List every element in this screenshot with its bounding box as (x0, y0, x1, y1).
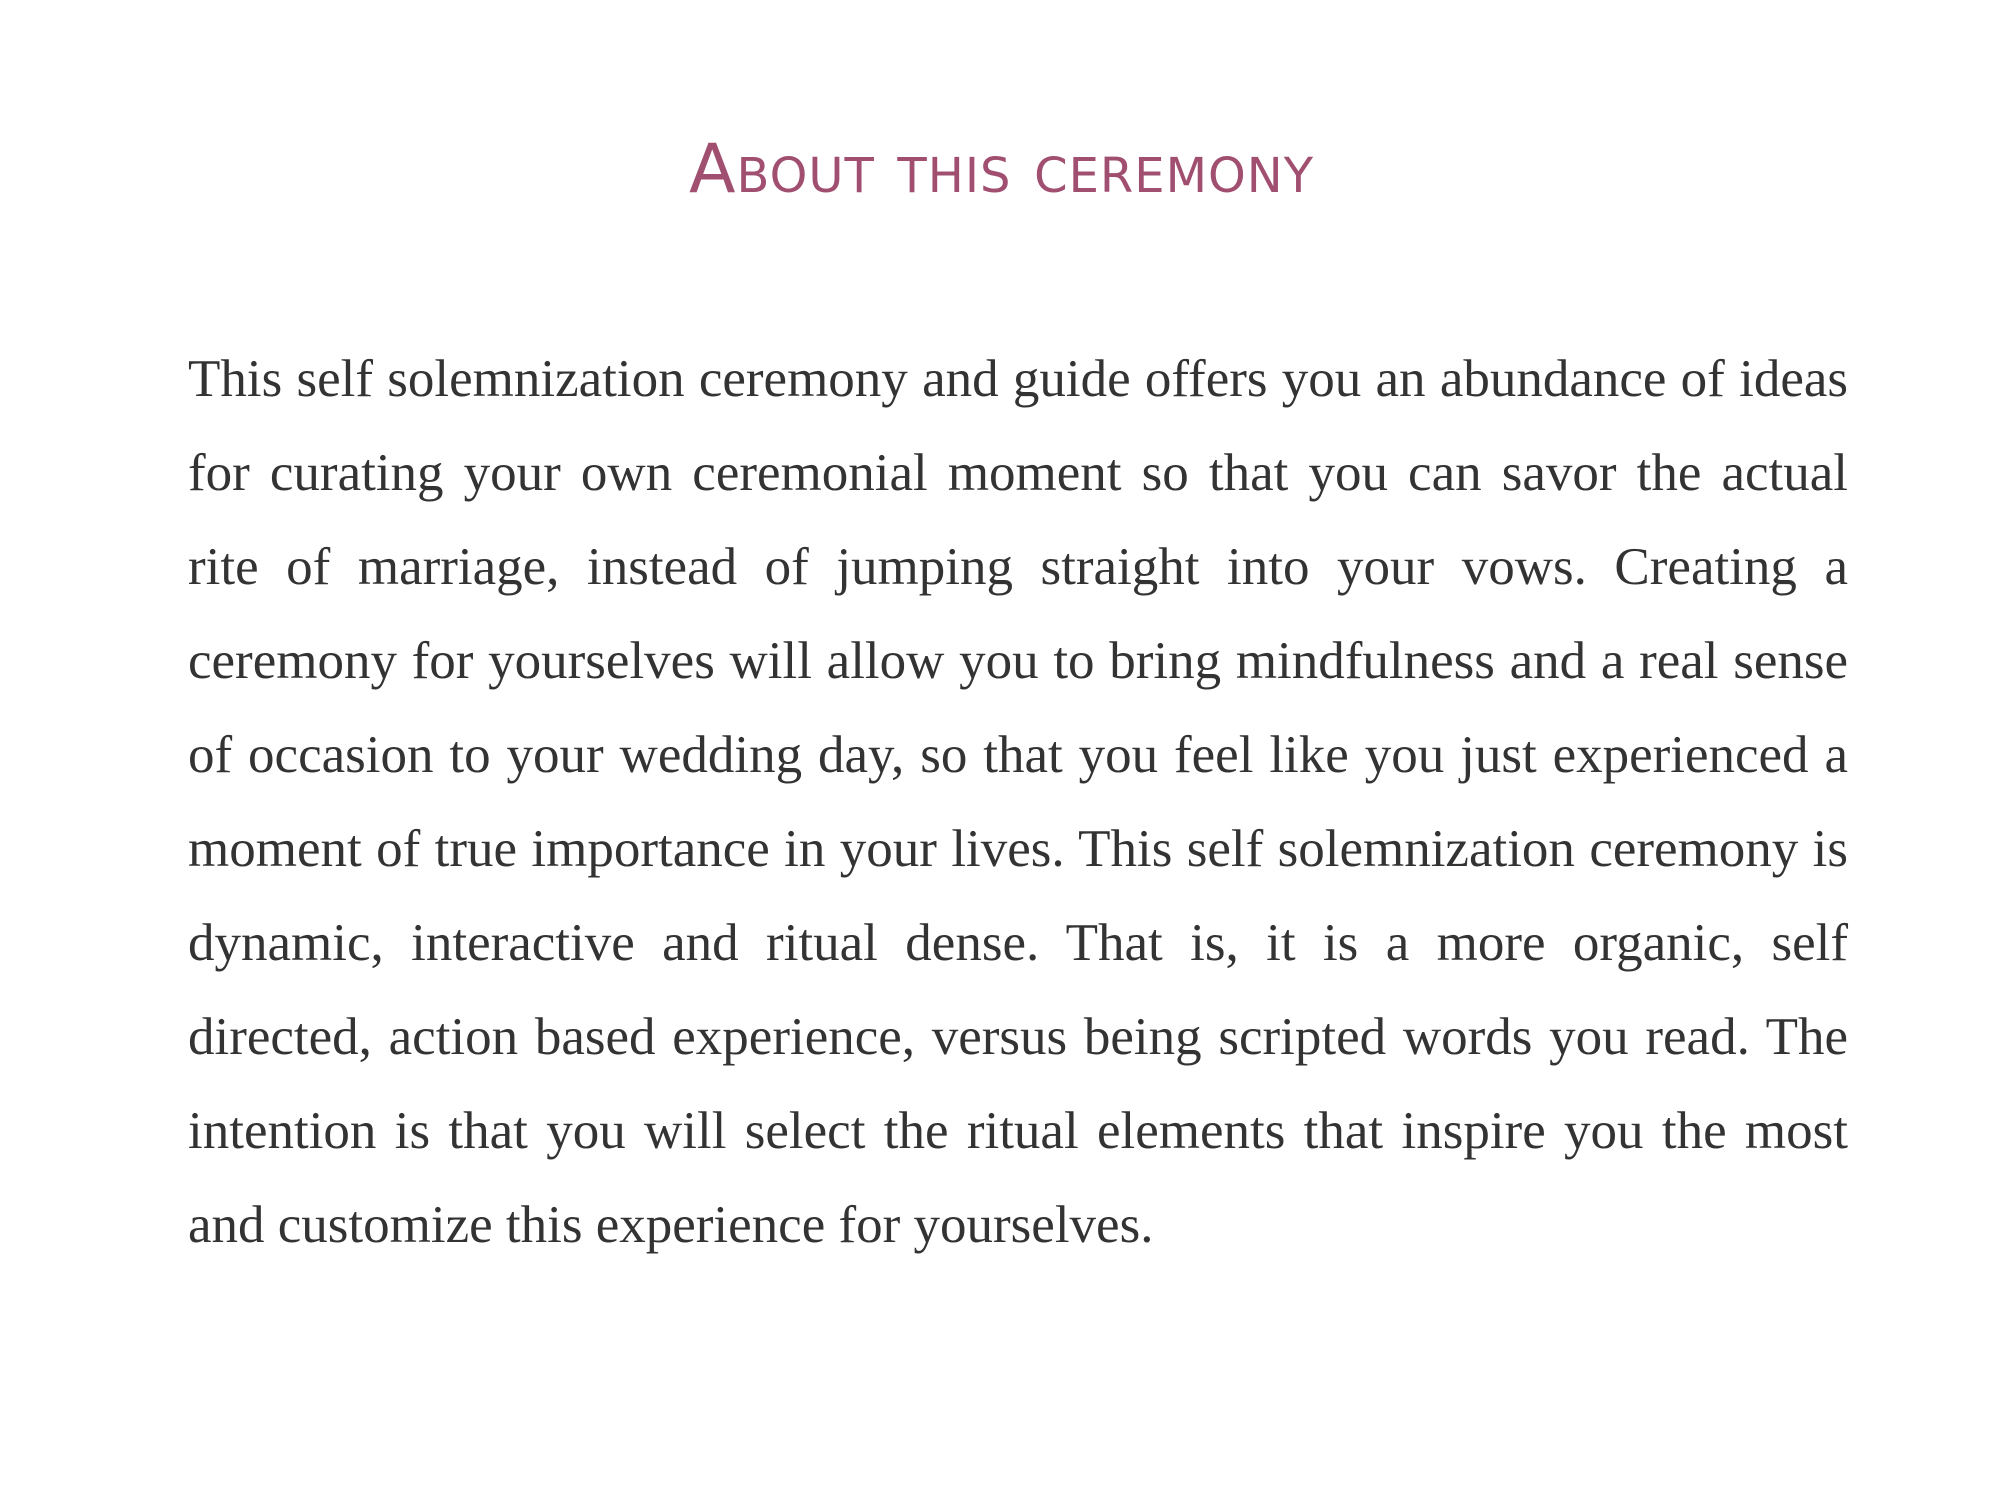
body-paragraph: This self solemnization ceremony and guide offers you an abundance of ideas for curating your own ceremonial moment so that you can savor the actual rite of marriage, instead of jumping straight into your vows. Creating a ceremony for yourselves will allow you to bring mindfulness and a real sense of occasion to your wedding day, so that you feel like you just experienced a moment of true importance in your lives. This self solemnization ceremony is dynamic, interactive and ritual dense. That is, it is a more organic, self directed, action based experience, versus being scripted words you read. The intention is that you will select the ritual elements that inspire you the most and customize this experience for yourselves. (188, 350, 1848, 1254)
section-title: About this ceremony (688, 130, 1315, 209)
